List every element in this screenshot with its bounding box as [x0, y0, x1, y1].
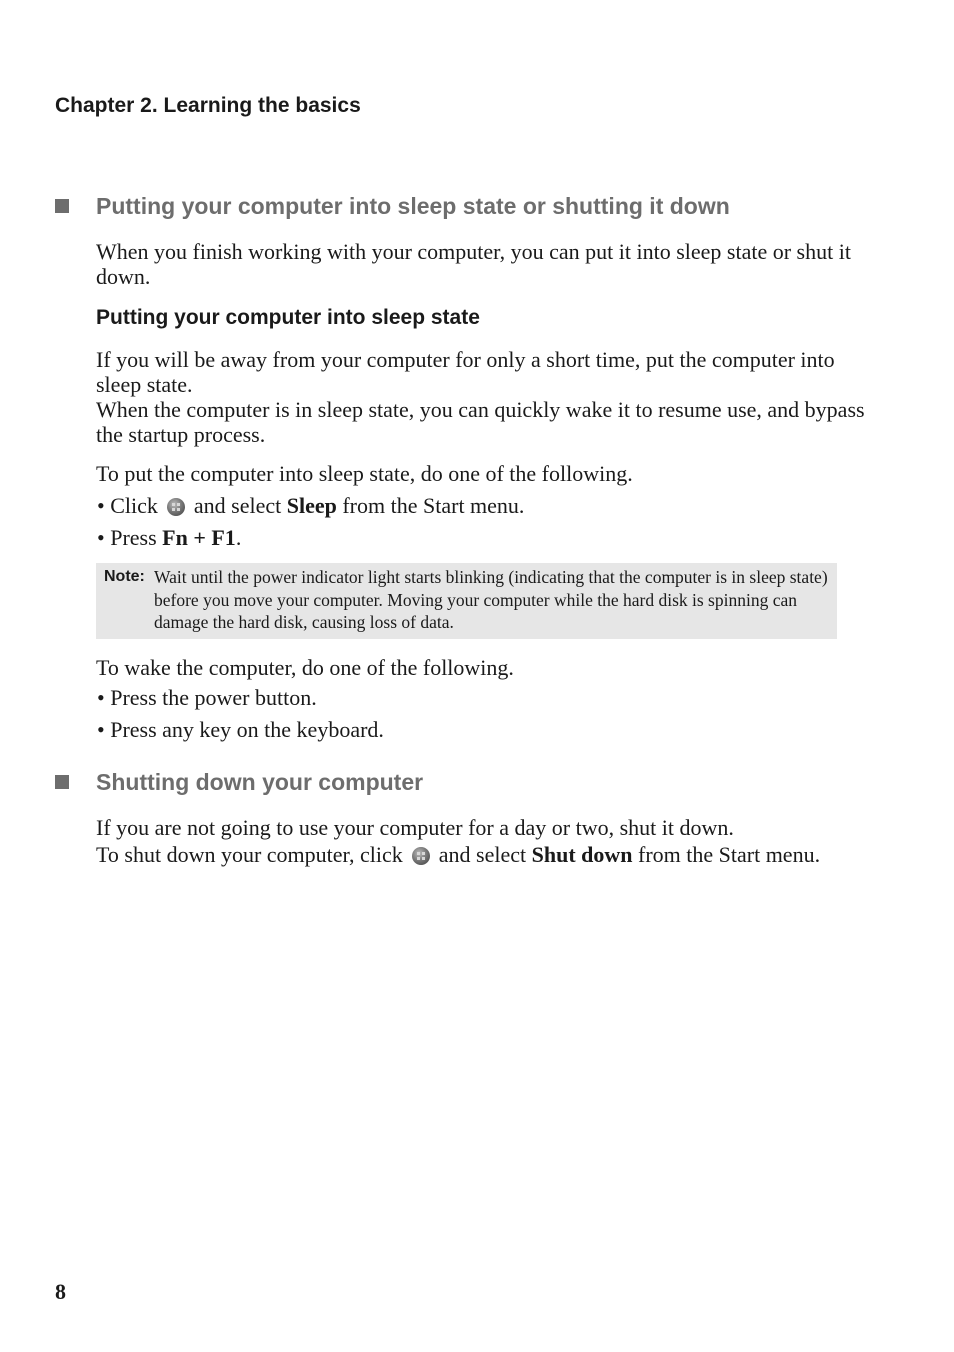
sleep-paragraph-3: To put the computer into sleep state, do one of the following. [96, 461, 633, 486]
section-heading-shutdown [55, 769, 423, 796]
note-label: Note: [104, 568, 145, 585]
sleep-bullet-press-fn [97, 525, 241, 550]
bullet-text: from the Start menu. [342, 493, 525, 518]
sleep-bullet-click-start [97, 493, 524, 518]
sleep-paragraph-1: If you will be away from your computer for only a short time, put the computer into sleep state. [96, 347, 835, 397]
square-bullet-icon [55, 199, 69, 213]
wake-bullet-keyboard: • Press any key on the keyboard. [97, 717, 384, 742]
subsection-heading-sleep: Putting your computer into sleep state [96, 306, 480, 329]
paragraph-bold-text: Shut down [531, 842, 633, 867]
chapter-header: Chapter 2. Learning the basics [55, 94, 361, 117]
bullet-text: and select [193, 493, 282, 518]
bullet-bold-text: Sleep [286, 493, 337, 518]
section-heading-sleep-shutdown [55, 193, 730, 220]
bullet-text: • Click [97, 493, 158, 518]
bullet-text: • Press [97, 525, 157, 550]
paragraph-text: and select [438, 842, 527, 867]
shutdown-paragraph-1: If you are not going to use your computer for a day or two, shut it down. [96, 815, 734, 840]
shutdown-paragraph-2 [96, 842, 856, 867]
section-title: Shutting down your computer [96, 769, 424, 795]
paragraph-text: from the Start menu. [638, 842, 821, 867]
bullet-text: . [235, 525, 242, 550]
note-text: Wait until the power indicator light starts blinking (indicating that the computer is in sleep state) before you move your computer. Moving your computer while the hard disk is spinning can damage the hard disk, causing loss of data. [154, 567, 828, 632]
page-number: 8 [55, 1279, 66, 1304]
windows-start-icon [167, 498, 185, 516]
paragraph-text: To shut down your computer, click [96, 842, 403, 867]
note-box [96, 563, 837, 639]
bullet-bold-text: Fn + F1 [162, 525, 236, 550]
sleep-paragraph-2: When the computer is in sleep state, you can quickly wake it to resume use, and bypass the startup process. [96, 397, 865, 447]
wake-intro: To wake the computer, do one of the following. [96, 655, 514, 680]
section-intro: When you finish working with your computer, you can put it into sleep state or shut it down. [96, 239, 851, 289]
section-title: Putting your computer into sleep state or shutting it down [96, 193, 730, 219]
windows-start-icon [412, 847, 430, 865]
square-bullet-icon [55, 775, 69, 789]
wake-bullet-power: • Press the power button. [97, 685, 317, 710]
